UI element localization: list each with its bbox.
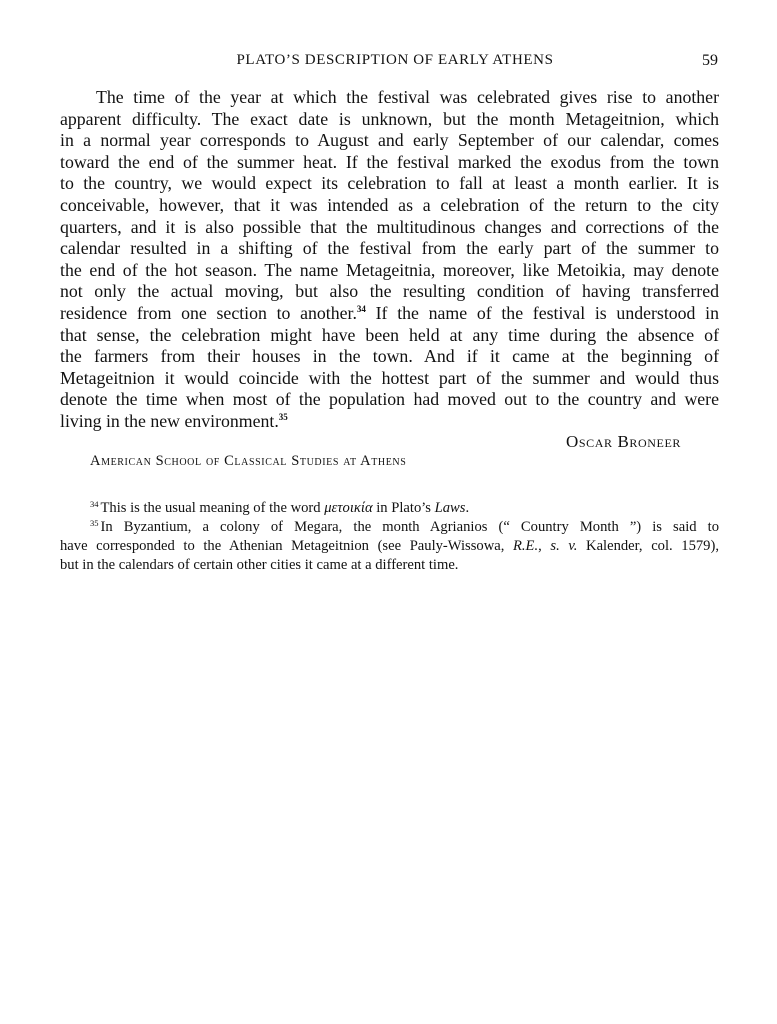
footnote-text: Kalender, col. 1579), xyxy=(577,538,719,554)
author-affiliation: American School of Classical Studies at Athens xyxy=(90,453,407,469)
body-line: that sense, the celebration might have been held at any time during the absence of xyxy=(60,324,719,345)
body-line: in a normal year corresponds to August and early September of our calendar, comes xyxy=(60,130,719,151)
body-line: Metageitnion it would coincide with the hottest part of the summer and would thus xyxy=(60,367,719,388)
body-line: conceivable, however, that it was intended as a celebration of the return to the city xyxy=(60,194,719,215)
body-line: The time of the year at which the festival was celebrated gives rise to another xyxy=(96,87,719,107)
footnote-34 xyxy=(60,499,719,518)
footnote-35-line: but in the calendars of certain other cities it came at a different time. xyxy=(60,557,459,573)
body-line-with-footnote-35 xyxy=(60,411,719,433)
footnote-ref-35[interactable]: 35 xyxy=(278,411,288,422)
footnote-35-line xyxy=(60,518,719,537)
body-line: the farmers from their houses in the town. And if it came at the beginning of xyxy=(60,346,719,367)
footnote-text: have corresponded to the Athenian Metageitnion (see Pauly-Wissowa, xyxy=(60,538,513,554)
reference-abbreviation: R.E. xyxy=(512,538,539,554)
running-head xyxy=(60,52,718,74)
footnotes xyxy=(60,499,719,575)
reference-abbreviation: s. v. xyxy=(550,538,578,554)
body-paragraph xyxy=(60,87,719,433)
footnote-text: , xyxy=(538,538,551,554)
work-title: Laws xyxy=(434,500,466,516)
greek-word: μετοικία xyxy=(324,500,373,516)
body-line-text-continued: If the name of the festival is understood in xyxy=(365,302,719,323)
body-line: quarters, and it is also possible that the multitudinous changes and corrections of the xyxy=(60,216,719,237)
body-line: apparent difficulty. The exact date is unknown, but the month Metageitnion, which xyxy=(60,108,719,129)
body-line: to the country, we would expect its celebration to fall at least a month earlier. It is xyxy=(60,173,719,194)
author-signature: Oscar Broneer xyxy=(565,432,681,451)
body-line: calendar resulted in a shifting of the festival from the early part of the summer to xyxy=(60,238,719,259)
footnote-number: 35 xyxy=(90,518,99,528)
body-line: toward the end of the summer heat. If the festival marked the exodus from the town xyxy=(60,151,719,172)
body-line: the end of the hot season. The name Metageitnia, moreover, like Metoikia, may denote xyxy=(60,259,719,280)
running-title: PLATO’S DESCRIPTION OF EARLY ATHENS xyxy=(236,52,554,68)
body-line: denote the time when most of the population had moved out to the country and were xyxy=(60,389,719,410)
body-line-text: residence from one section to another. xyxy=(60,302,357,323)
body-line: not only the actual moving, but also the resulting condition of having transferred xyxy=(60,281,719,302)
footnote-text: . xyxy=(465,500,470,516)
body-line-with-footnote-34 xyxy=(60,303,719,325)
footnote-35-line xyxy=(60,537,719,556)
footnote-text: In Byzantium, a colony of Megara, the month Agrianios (“ Country Month ”) is said to xyxy=(100,519,719,535)
footnote-number: 34 xyxy=(90,499,99,509)
footnote-text: in Plato’s xyxy=(372,500,435,516)
footnote-text: This is the usual meaning of the word xyxy=(100,500,325,516)
body-line-text: living in the new environment. xyxy=(60,410,279,431)
page-number: 59 xyxy=(702,52,718,69)
footnote-ref-34[interactable]: 34 xyxy=(356,303,366,314)
